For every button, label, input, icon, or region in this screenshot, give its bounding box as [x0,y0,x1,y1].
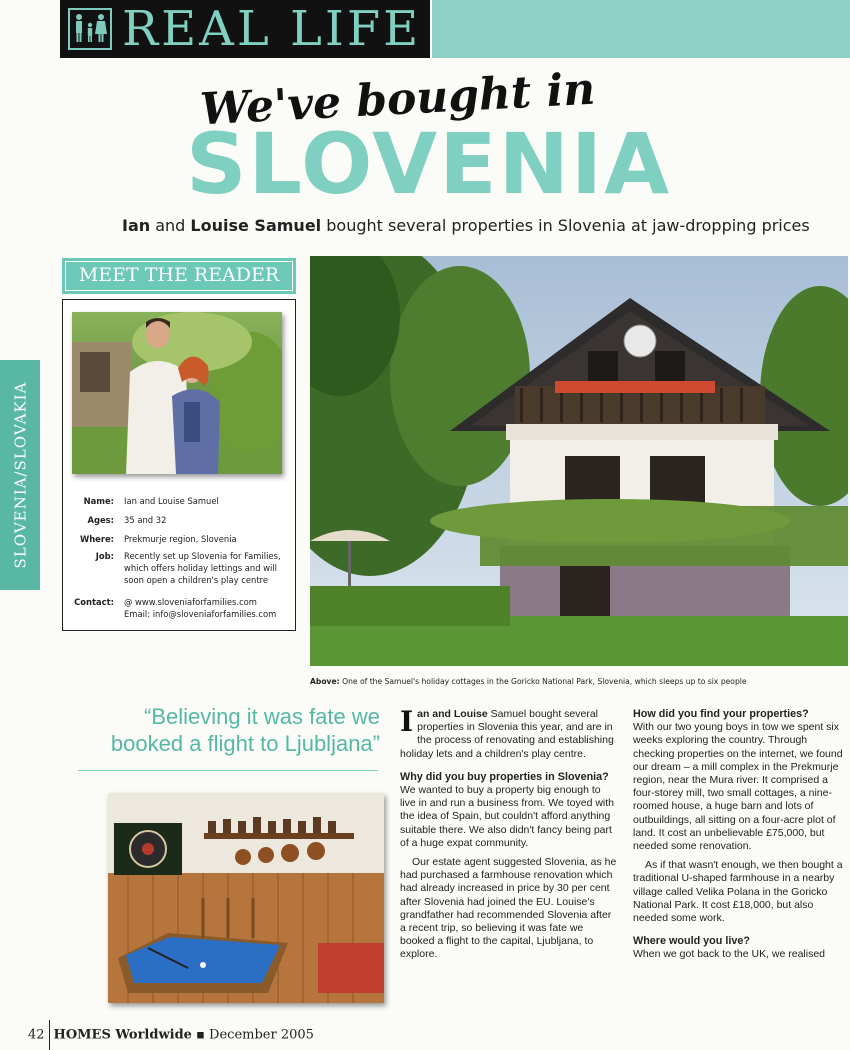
info-label: Name: [83,496,114,506]
photo-caption [310,677,747,686]
family-icon [68,8,112,50]
footer-divider [49,1020,50,1050]
info-row-ages [62,514,296,526]
section-header-accent-bar [432,0,850,58]
country-side-tab-label: SLOVENIA/SLOVAKIA [11,381,29,569]
question-heading: Where would you live? [633,935,750,948]
info-value-email: Email: info@sloveniaforfamilies.com [124,609,277,619]
article-column-middle [400,705,618,962]
info-label: Job: [95,551,114,561]
info-value: Recently set up Slovenia for Families, which offers holiday lettings and will soon open a children's play centre [124,551,281,585]
article-intro [400,705,618,761]
info-value: Prekmurje region, Slovenia [124,534,237,544]
page-footer [28,1020,314,1050]
meet-the-reader-title: MEET THE READER [65,261,293,291]
answer-paragraph: As if that wasn't enough, we then bought a traditional U-shaped farmhouse in a nearby village called Velika Polana in the Goricko National Park. It cost £18,000, but also needed some work. [633,859,843,925]
headline-main: SLOVENIA [186,115,672,213]
question-heading: How did you find your properties? [633,708,809,720]
info-row-where [62,533,296,545]
footer-separator: ▪ [196,1027,205,1043]
standfirst-and: and [150,216,191,235]
standfirst-name1: Ian [122,216,151,235]
pull-quote: “Believing it was fate we booked a flight to Ljubljana” [110,704,380,756]
info-label: Where: [79,534,114,544]
info-label: Contact: [74,597,114,607]
question-heading: Why did you buy properties in Slovenia? [400,770,609,783]
headline-script: We've bought in [198,63,597,136]
couple-photo [72,312,282,474]
info-row-name [62,495,296,507]
house-photo [310,256,848,666]
article-column-right [633,708,849,962]
standfirst-name2: Louise Samuel [190,216,322,235]
info-label: Ages: [87,515,114,525]
article-intro-text: Samuel bought several properties in Slovenia this year, and are in the process of renovating and establishing holiday lets and a children's play centre. [400,708,614,760]
standfirst [122,216,810,235]
article-intro-bold: an and Louise [417,708,488,720]
games-room-photo [108,793,384,1003]
caption-label: Above: [310,677,340,686]
info-value-web: @ www.sloveniaforfamilies.com [124,597,257,607]
answer-paragraph: When we got back to the UK, we realised [633,948,826,961]
caption-text: One of the Samuel's holiday cottages in the Goricko National Park, Slovenia, which sleeps up to six people [339,677,747,686]
section-title: REAL LIFE [122,1,422,57]
answer-paragraph: We wanted to buy a property big enough to live in and run a business from. We toyed with the idea of Spain, but couldn't afford anything suitable there. We also didn't fancy being part of a huge expat community. [400,784,614,849]
page-number: 42 [28,1027,45,1043]
meet-the-reader-banner [62,258,296,294]
info-row-job [62,550,296,590]
magazine-name: HOMES Worldwide [53,1027,192,1043]
info-row-contact [62,596,296,622]
answer-paragraph: With our two young boys in tow we spent six weeks exploring the country. Through checking properties on the internet, we found our dream – a mill complex in the Prekmurje region, near the Mura river. It comprised a four-storey mill, two small cottages, a nine-roomed house, a huge barn and lots of outbuildings, all sitting on a four-acre plot of land. It cost an unbelievable £75,000, but needed some renovation. [633,721,843,853]
country-side-tab-label-wrap [0,360,40,590]
info-value: Ian and Louise Samuel [124,496,219,506]
dropcap: I [400,705,414,738]
info-value: 35 and 32 [124,515,167,525]
issue-date: December 2005 [209,1027,314,1043]
answer-paragraph: Our estate agent suggested Slovenia, as he had purchased a farmhouse renovation which had already increased in price by 30 per cent after Slovenia had joined the EU. Louise's grandfather had recommended Slovenia after a recent trip, so believing it was fate we booked a flight to the capital, Ljubljana, to explore. [400,856,617,961]
standfirst-rest: bought several properties in Slovenia at jaw-dropping prices [321,216,810,235]
pull-quote-rule [78,770,378,771]
